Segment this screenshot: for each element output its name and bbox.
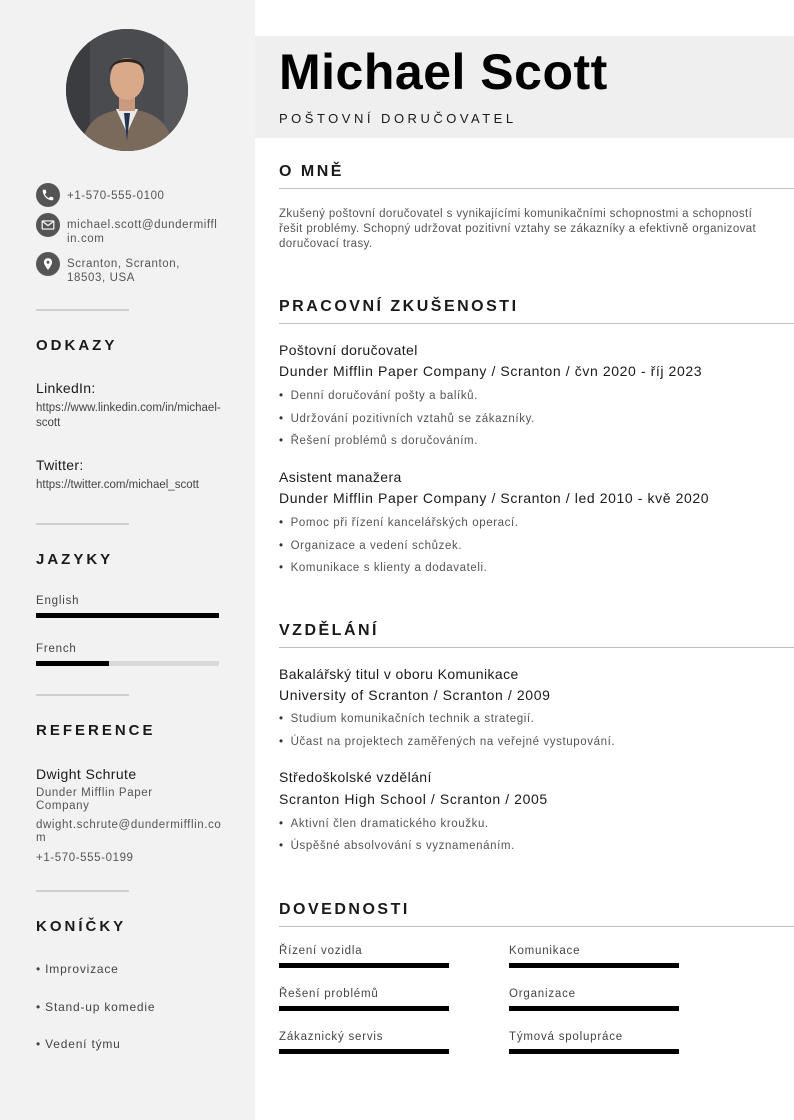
location-pin-icon: [36, 252, 60, 276]
twitter-link[interactable]: https://twitter.com/michael_scott: [36, 479, 199, 491]
skill-bar-fill: [279, 1006, 449, 1011]
contact-address: [36, 252, 187, 285]
job-entry-bullet: • Pomoc při řízení kancelářských operací.: [279, 517, 519, 529]
skill-bar: [509, 1049, 679, 1054]
education-entry-bullet: • Účast na projektech zaměřených na veřejné vystupování.: [279, 736, 615, 748]
skill-name: Zákaznický servis: [279, 1031, 384, 1043]
experience-heading: PRACOVNÍ ZKUŠENOSTI: [279, 298, 519, 315]
job-entry-bullet: • Řešení problémů s doručováním.: [279, 435, 478, 447]
sidebar-divider: [36, 309, 129, 311]
linkedin-label: LinkedIn:: [36, 380, 96, 396]
reference-company: Dunder Mifflin Paper Company: [36, 787, 153, 812]
language-bar-fill: [36, 613, 219, 618]
education-entry-title: Bakalářský titul v oboru Komunikace: [279, 666, 519, 682]
sidebar-divider: [36, 694, 129, 696]
skill-bar: [509, 1006, 679, 1011]
skill-bar: [279, 963, 449, 968]
phone-text: +1-570-555-0100: [67, 190, 165, 202]
job-entry-title: Poštovní doručovatel: [279, 342, 418, 358]
twitter-label: Twitter:: [36, 457, 84, 473]
skill-name: Řešení problémů: [279, 988, 379, 1000]
section-rule: [279, 926, 794, 927]
education-entry-subtitle: University of Scranton / Scranton / 2009: [279, 687, 551, 703]
hobby-item: • Vedení týmu: [36, 1037, 121, 1051]
skill-bar-fill: [279, 1049, 449, 1054]
job-entry-bullet: • Udržování pozitivních vztahů se zákazníky.: [279, 413, 535, 425]
hobby-item: • Improvizace: [36, 962, 119, 976]
section-rule: [279, 188, 794, 189]
skill-bar-fill: [509, 1049, 679, 1054]
about-text: Zkušený poštovní doručovatel s vynikajícími komunikačními schopnostmi a schopností řešit problémy. Schopný udržovat pozitivní vztahy se zákazníky a efektivně organizovat doručovací trasy.: [279, 208, 757, 250]
skills-heading: DOVEDNOSTI: [279, 901, 410, 918]
reference-phone: +1-570-555-0199: [36, 852, 134, 864]
reference-name: Dwight Schrute: [36, 766, 137, 782]
references-heading: REFERENCE: [36, 722, 156, 739]
contact-email[interactable]: [36, 213, 219, 246]
education-entry-subtitle: Scranton High School / Scranton / 2005: [279, 791, 548, 807]
hobby-label: Stand-up komedie: [45, 1000, 156, 1014]
section-rule: [279, 323, 794, 324]
skill-name: Komunikace: [509, 945, 581, 957]
reference-email[interactable]: dwight.schrute@dundermifflin.com: [36, 819, 222, 844]
contact-phone: [36, 183, 219, 207]
about-heading: O MNĚ: [279, 163, 344, 180]
language-bar-french: [36, 661, 219, 666]
job-entry-title: Asistent manažera: [279, 469, 402, 485]
section-rule: [279, 647, 794, 648]
sidebar-divider: [36, 523, 129, 525]
linkedin-link[interactable]: https://www.linkedin.com/in/michael-scott: [36, 402, 221, 429]
education-entry-bullet: • Aktivní člen dramatického kroužku.: [279, 818, 489, 830]
skill-bar: [279, 1049, 449, 1054]
skill-bar-fill: [279, 963, 449, 968]
links-heading: ODKAZY: [36, 337, 118, 354]
address-text: Scranton, Scranton, 18503, USA: [67, 258, 181, 284]
sidebar-divider: [36, 890, 129, 892]
language-bar-english: [36, 613, 219, 618]
job-entry-bullet: • Komunikace s klienty a dodavateli.: [279, 562, 487, 574]
skill-bar: [509, 963, 679, 968]
job-entry-subtitle: Dunder Mifflin Paper Company / Scranton / led 2010 - kvě 2020: [279, 490, 710, 506]
job-entry-bullet: • Organizace a vedení schůzek.: [279, 540, 462, 552]
education-heading: VZDĚLÁNÍ: [279, 622, 379, 639]
email-icon: [36, 213, 60, 237]
education-entry-title: Středoškolské vzdělání: [279, 769, 432, 785]
language-english: English: [36, 595, 80, 607]
languages-heading: JAZYKY: [36, 551, 114, 568]
phone-icon: [36, 183, 60, 207]
skill-bar-fill: [509, 1006, 679, 1011]
education-entry-bullet: • Úspěšné absolvování s vyznamenáním.: [279, 840, 515, 852]
skill-name: Organizace: [509, 988, 576, 1000]
skill-name: Týmová spolupráce: [509, 1031, 623, 1043]
hobby-label: Improvizace: [45, 962, 119, 976]
candidate-name: Michael Scott: [279, 44, 608, 100]
skill-bar: [279, 1006, 449, 1011]
job-title: POŠTOVNÍ DORUČOVATEL: [279, 111, 517, 126]
hobbies-heading: KONÍČKY: [36, 918, 127, 935]
hobby-label: Vedení týmu: [45, 1037, 121, 1051]
job-entry-subtitle: Dunder Mifflin Paper Company / Scranton / čvn 2020 - říj 2023: [279, 363, 703, 379]
education-entry-bullet: • Studium komunikačních technik a strategií.: [279, 713, 534, 725]
skill-bar-fill: [509, 963, 679, 968]
job-entry-bullet: • Denní doručování pošty a balíků.: [279, 390, 478, 402]
skill-name: Řízení vozidla: [279, 945, 363, 957]
email-text[interactable]: michael.scott@dundermifflin.com: [67, 219, 218, 245]
language-french: French: [36, 643, 77, 655]
language-bar-fill: [36, 661, 109, 666]
profile-photo: [66, 29, 188, 151]
hobby-item: • Stand-up komedie: [36, 1000, 156, 1014]
